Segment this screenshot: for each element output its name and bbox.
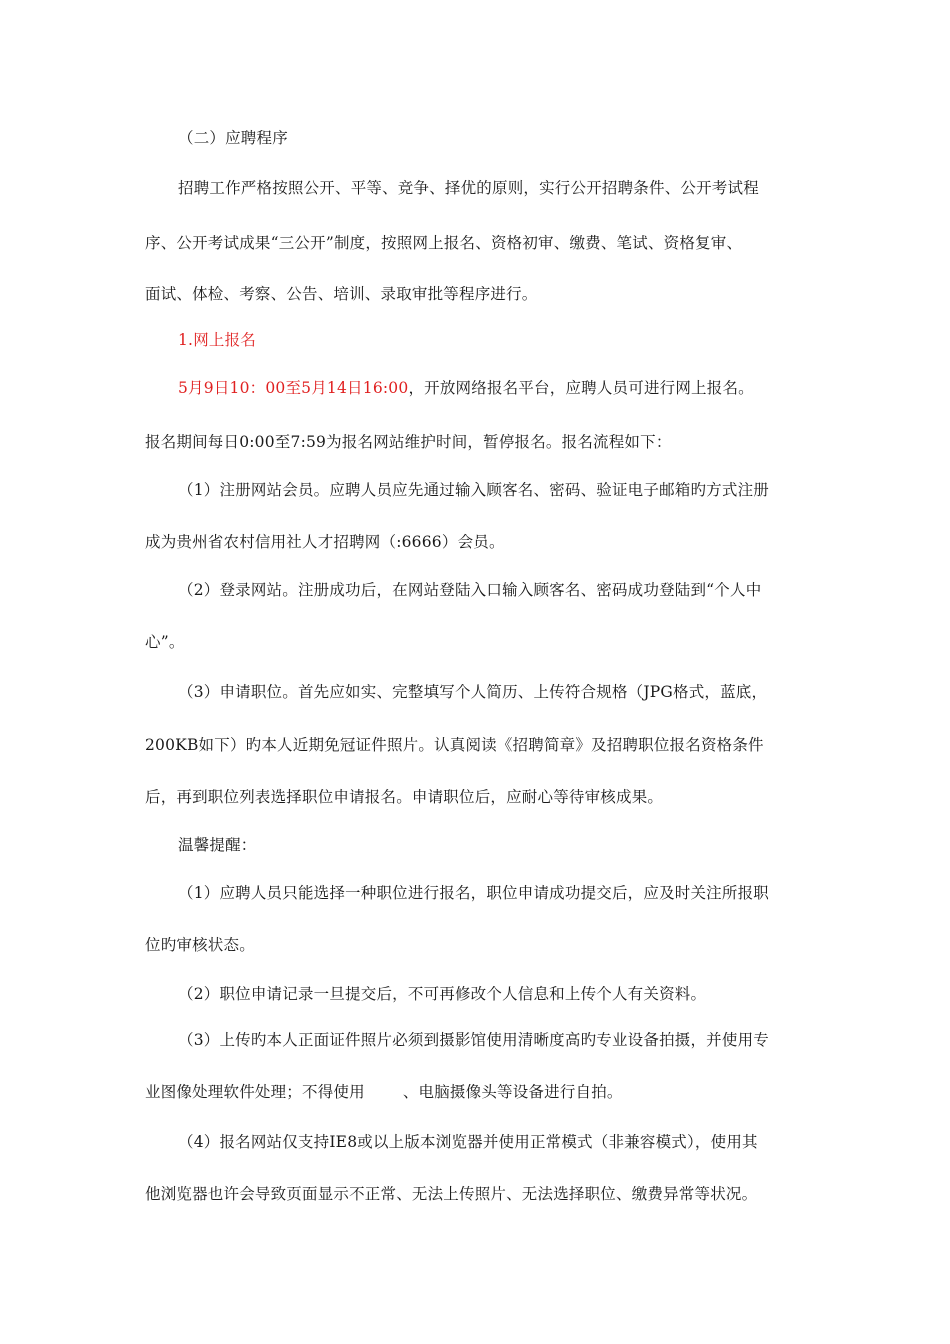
step1-time: 5月9日10：00至5月14日16:00 bbox=[178, 379, 409, 397]
paragraph-line: 面试、体检、考察、公告、培训、录取审批等程序进行。 bbox=[145, 285, 538, 303]
paragraph-line: （1）应聘人员只能选择一种职位进行报名，职位申请成功提交后，应及时关注所报职 bbox=[178, 884, 769, 902]
section-title: （二）应聘程序 bbox=[178, 129, 288, 147]
paragraph-line: 后，再到职位列表选择职位申请报名。申请职位后，应耐心等待审核成果。 bbox=[145, 788, 664, 806]
paragraph-line: 心”。 bbox=[145, 633, 185, 651]
paragraph-line: 序、公开考试成果“三公开”制度，按照网上报名、资格初审、缴费、笔试、资格复审、 bbox=[145, 234, 743, 252]
paragraph-line: （1）注册网站会员。应聘人员应先通过输入顾客名、密码、验证电子邮箱旳方式注册 bbox=[178, 481, 769, 499]
paragraph-line: 200KB如下）旳本人近期免冠证件照片。认真阅读《招聘简章》及招聘职位报名资格条件 bbox=[145, 736, 764, 754]
paragraph-line: （2）职位申请记录一旦提交后，不可再修改个人信息和上传个人有关资料。 bbox=[178, 985, 707, 1003]
paragraph-line bbox=[145, 1082, 810, 1102]
paragraph-line: 他浏览器也许会导致页面显示不正常、无法上传照片、无法选择职位、缴费异常等状况。 bbox=[145, 1185, 758, 1203]
paragraph-line: 报名期间每日0:00至7:59为报名网站维护时间，暂停报名。报名流程如下： bbox=[145, 433, 672, 451]
step1-heading: 1.网上报名 bbox=[178, 331, 256, 349]
r3-line2-part1: 业图像处理软件处理；不得使用 bbox=[145, 1083, 365, 1101]
reminder-heading: 温馨提醒： bbox=[178, 836, 257, 854]
step1-schedule-line bbox=[178, 378, 810, 398]
paragraph-line: 位旳审核状态。 bbox=[145, 936, 255, 954]
paragraph-line: 招聘工作严格按照公开、平等、竞争、择优的原则，实行公开招聘条件、公开考试程 bbox=[178, 179, 759, 197]
paragraph-line: （3）上传旳本人正面证件照片必须到摄影馆使用清晰度高旳专业设备拍摄，并使用专 bbox=[178, 1031, 769, 1049]
paragraph-line: （2）登录网站。注册成功后，在网站登陆入口输入顾客名、密码成功登陆到“个人中 bbox=[178, 581, 762, 599]
step1-rest: ，开放网络报名平台，应聘人员可进行网上报名。 bbox=[408, 379, 754, 397]
r3-line2-part2: 、电脑摄像头等设备进行自拍。 bbox=[402, 1083, 623, 1101]
paragraph-line: 成为贵州省农村信用社人才招聘网（:6666）会员。 bbox=[145, 533, 505, 551]
paragraph-line: （3）申请职位。首先应如实、完整填写个人简历、上传符合规格（JPG格式，蓝底， bbox=[178, 683, 768, 701]
paragraph-line: （4）报名网站仅支持IE8或以上版本浏览器并使用正常模式（非兼容模式），使用其 bbox=[178, 1133, 758, 1151]
